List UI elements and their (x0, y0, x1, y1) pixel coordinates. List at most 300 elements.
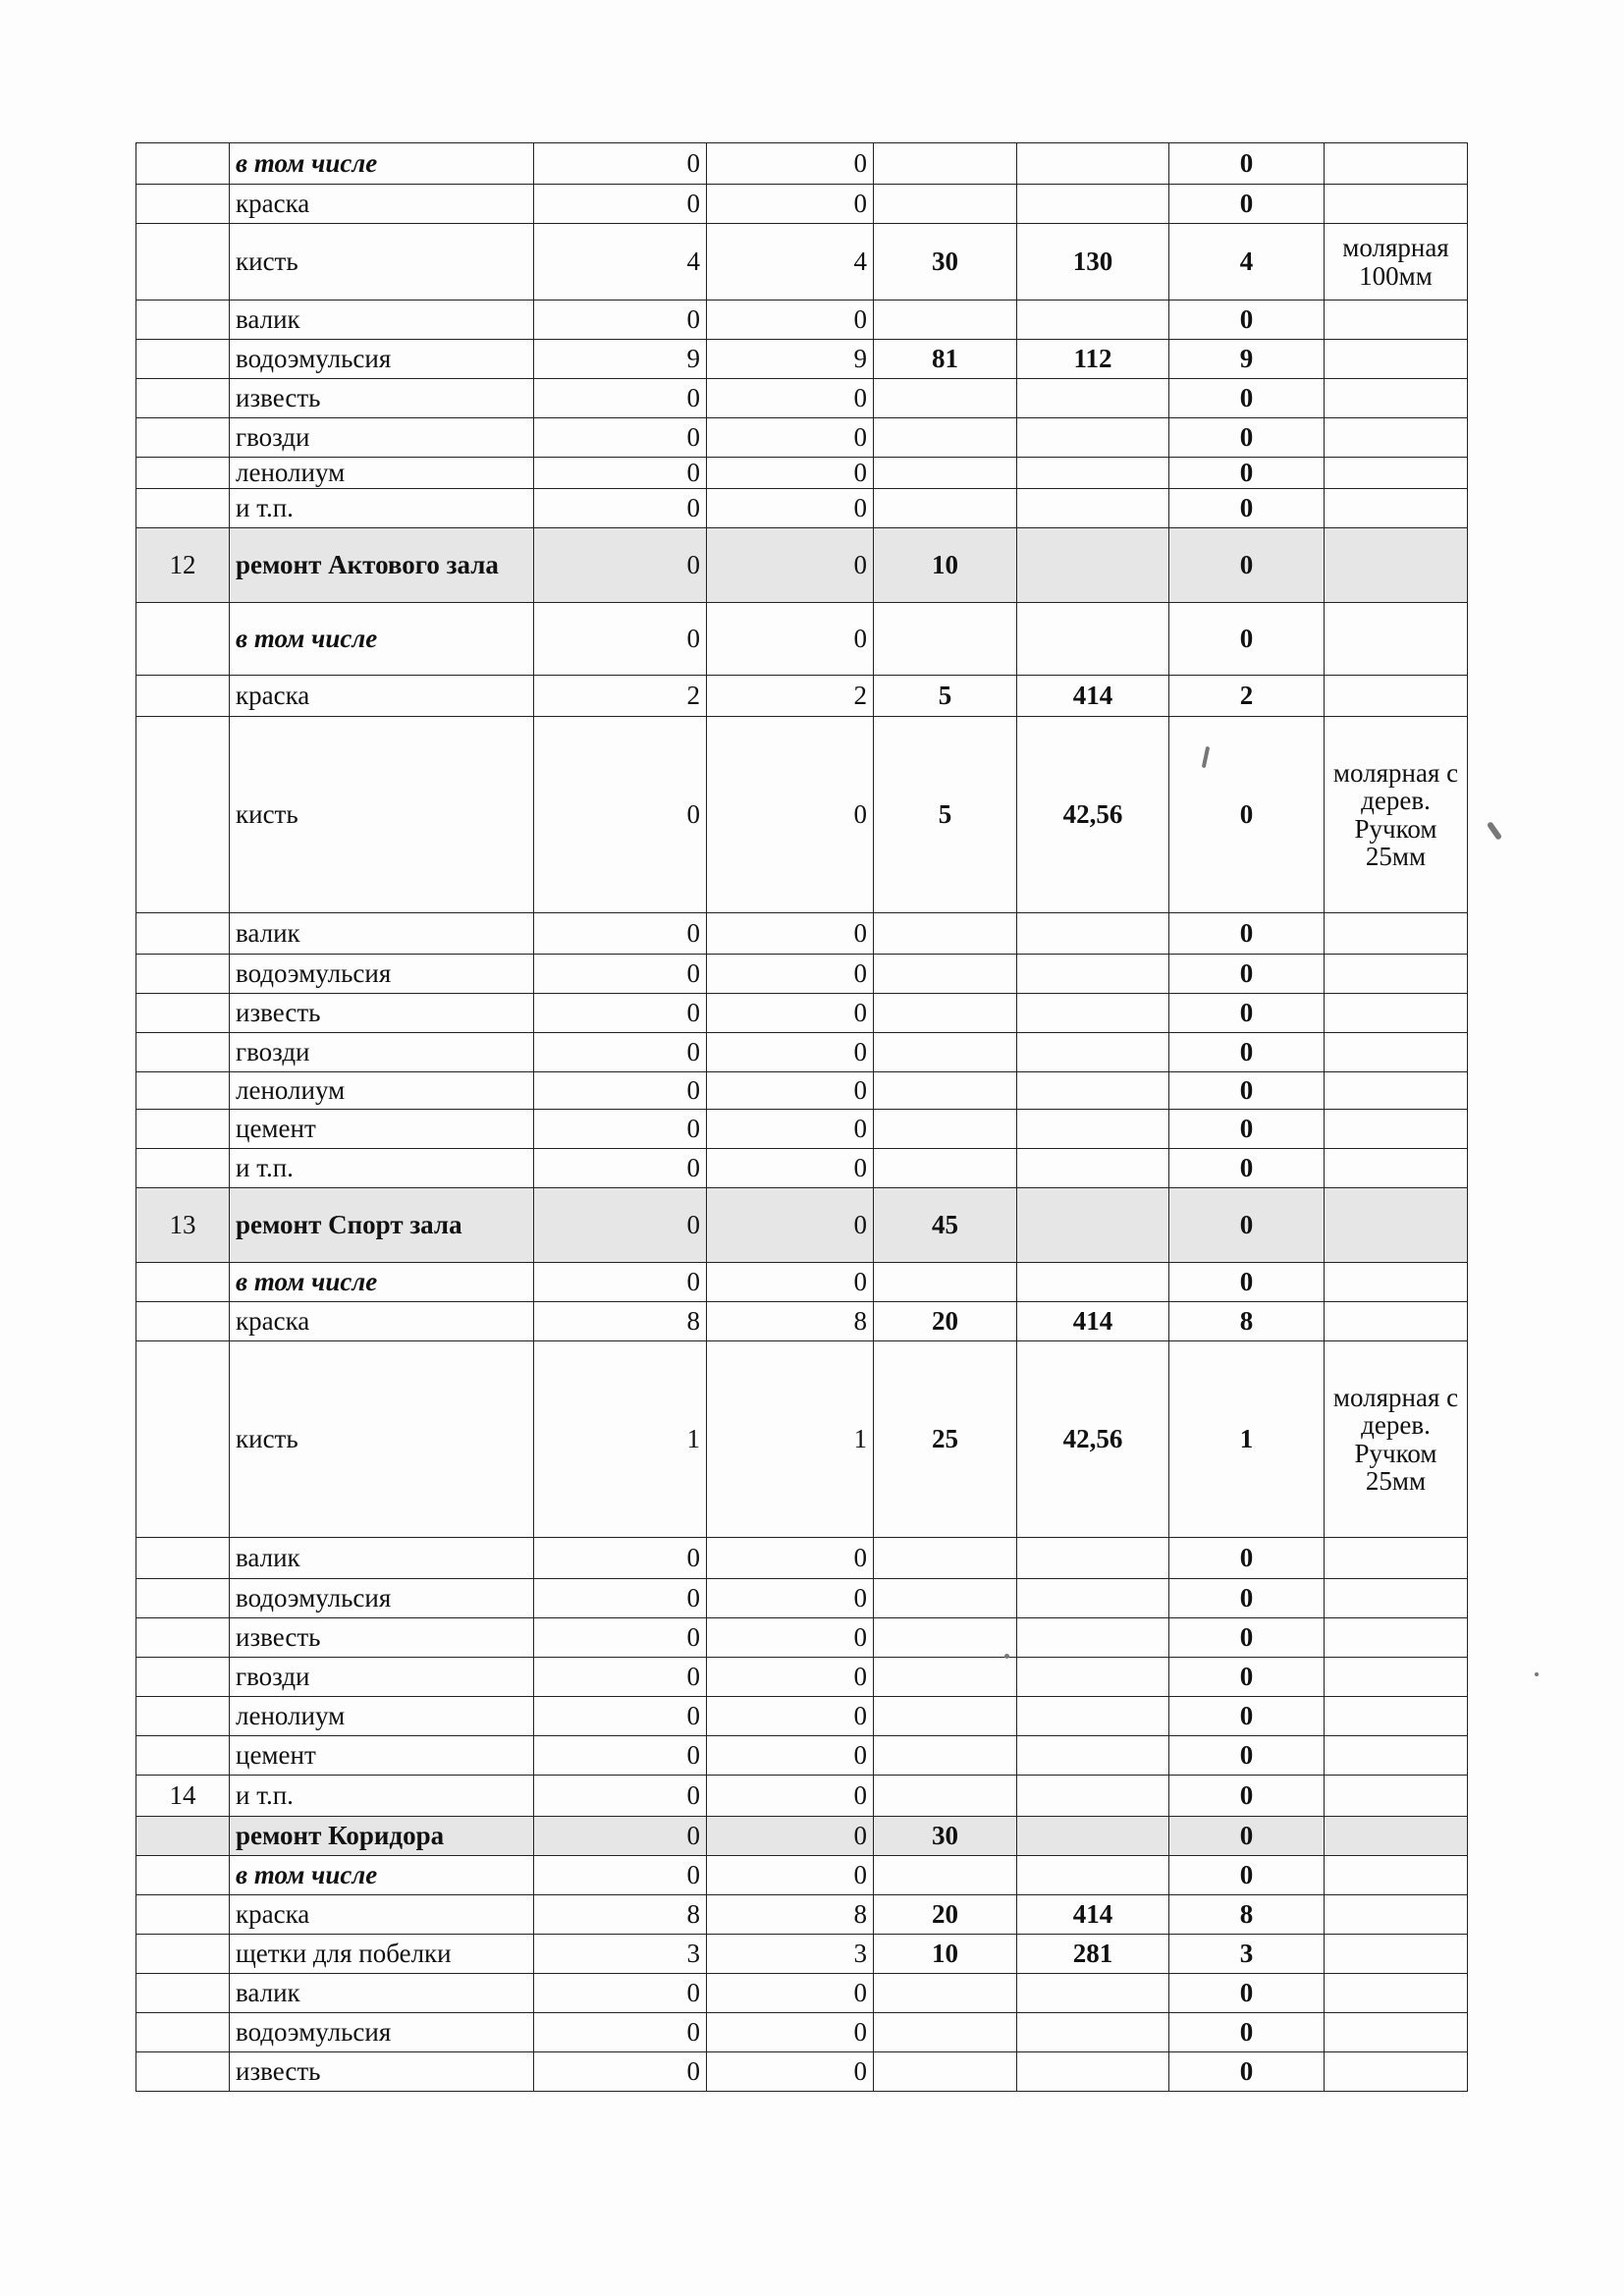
total-cell (1169, 1776, 1325, 1817)
quantity-a-text: 0 (686, 422, 700, 453)
total-text: 0 (1239, 1267, 1254, 1297)
item-name-cell (230, 418, 534, 458)
quantity-b-text: 1 (853, 1424, 867, 1454)
quantity-c-cell (874, 603, 1017, 676)
total-cell (1169, 717, 1325, 913)
table-row (136, 1110, 1468, 1149)
row-number-cell (136, 1856, 230, 1895)
quantity-a-text: 0 (686, 1740, 700, 1771)
total-text: 0 (1239, 1075, 1254, 1106)
item-name-text: известь (236, 2056, 321, 2087)
quantity-a-cell (534, 1188, 707, 1263)
price-cell (1017, 1033, 1169, 1072)
quantity-b-cell (707, 955, 874, 994)
row-number-cell (136, 1188, 230, 1263)
quantity-b-cell (707, 1302, 874, 1341)
quantity-a-text: 0 (686, 918, 700, 949)
quantity-a-cell (534, 1538, 707, 1579)
row-number-cell (136, 1895, 230, 1935)
item-name-text: кисть (236, 1424, 298, 1454)
quantity-c-cell (874, 1817, 1017, 1856)
quantity-b-cell (707, 340, 874, 379)
table-row (136, 1072, 1468, 1110)
table-row (136, 1895, 1468, 1935)
item-name-cell (230, 603, 534, 676)
note-cell (1325, 2052, 1468, 2092)
quantity-c-cell (874, 994, 1017, 1033)
item-name-cell (230, 2052, 534, 2092)
quantity-b-cell (707, 994, 874, 1033)
item-name-text: гвозди (236, 422, 310, 453)
quantity-a-text: 0 (686, 1978, 700, 2008)
item-name-text: и т.п. (236, 1780, 294, 1811)
total-cell (1169, 1895, 1325, 1935)
table-row (136, 301, 1468, 340)
quantity-b-text: 0 (853, 1037, 867, 1067)
table-row (136, 1302, 1468, 1341)
quantity-c-cell (874, 458, 1017, 489)
item-name-cell (230, 913, 534, 955)
note-cell (1325, 224, 1468, 301)
total-text: 2 (1239, 681, 1254, 711)
table-row (136, 418, 1468, 458)
quantity-a-cell (534, 143, 707, 185)
price-cell (1017, 913, 1169, 955)
quantity-a-text: 0 (686, 1662, 700, 1692)
quantity-b-cell (707, 1538, 874, 1579)
quantity-a-text: 8 (686, 1306, 700, 1337)
note-cell (1325, 1110, 1468, 1149)
note-cell (1325, 1263, 1468, 1302)
total-text: 0 (1239, 304, 1254, 335)
item-name-cell (230, 1302, 534, 1341)
quantity-a-text: 0 (686, 1153, 700, 1183)
quantity-b-text: 0 (853, 1662, 867, 1692)
row-number-cell (136, 1341, 230, 1538)
quantity-a-cell (534, 2052, 707, 2092)
price-cell (1017, 717, 1169, 913)
note-cell (1325, 340, 1468, 379)
total-text: 4 (1239, 246, 1254, 277)
quantity-b-cell (707, 1579, 874, 1618)
row-number-cell (136, 955, 230, 994)
quantity-c-cell (874, 185, 1017, 224)
price-text: 112 (1073, 344, 1112, 374)
note-cell (1325, 603, 1468, 676)
total-cell (1169, 1618, 1325, 1658)
note-cell (1325, 1302, 1468, 1341)
quantity-a-cell (534, 1895, 707, 1935)
price-cell (1017, 1974, 1169, 2013)
item-name-cell (230, 458, 534, 489)
quantity-a-cell (534, 1776, 707, 1817)
item-name-text: водоэмульсия (236, 2017, 392, 2048)
quantity-c-text: 30 (932, 1821, 958, 1851)
note-cell (1325, 676, 1468, 717)
item-name-text: валик (236, 304, 300, 335)
item-name-cell (230, 994, 534, 1033)
total-cell (1169, 458, 1325, 489)
total-text: 3 (1239, 1939, 1254, 1969)
note-cell (1325, 1776, 1468, 1817)
item-name-text: ленолиум (236, 458, 346, 488)
total-text: 1 (1239, 1424, 1254, 1454)
row-number-cell (136, 1149, 230, 1188)
quantity-a-cell (534, 2013, 707, 2052)
price-cell (1017, 489, 1169, 528)
quantity-b-cell (707, 489, 874, 528)
row-number-cell (136, 1974, 230, 2013)
item-name-text: валик (236, 1978, 300, 2008)
row-number-cell (136, 1817, 230, 1856)
quantity-c-cell (874, 2052, 1017, 2092)
total-text: 0 (1239, 189, 1254, 219)
quantity-c-text: 20 (932, 1306, 958, 1337)
total-text: 0 (1239, 550, 1254, 580)
row-number-cell (136, 1579, 230, 1618)
quantity-c-cell (874, 1538, 1017, 1579)
quantity-a-text: 0 (686, 799, 700, 830)
item-name-cell (230, 1618, 534, 1658)
quantity-b-cell (707, 1033, 874, 1072)
total-cell (1169, 1658, 1325, 1697)
quantity-b-text: 8 (853, 1899, 867, 1930)
note-cell (1325, 1817, 1468, 1856)
row-number-cell (136, 2052, 230, 2092)
quantity-b-cell (707, 1974, 874, 2013)
item-name-text: гвозди (236, 1662, 310, 1692)
quantity-a-cell (534, 1974, 707, 2013)
note-cell (1325, 913, 1468, 955)
quantity-b-text: 0 (853, 918, 867, 949)
row-number-cell (136, 717, 230, 913)
table-row (136, 224, 1468, 301)
price-cell (1017, 1856, 1169, 1895)
table-row (136, 1618, 1468, 1658)
note-cell (1325, 1033, 1468, 1072)
quantity-a-cell (534, 1341, 707, 1538)
quantity-a-text: 0 (686, 624, 700, 654)
note-cell (1325, 717, 1468, 913)
item-name-text: в том числе (236, 1860, 378, 1890)
note-text: молярная 100мм (1342, 233, 1449, 291)
row-number-cell (136, 1776, 230, 1817)
table-row (136, 1935, 1468, 1974)
total-cell (1169, 1072, 1325, 1110)
item-name-cell (230, 1188, 534, 1263)
row-number-cell (136, 528, 230, 603)
table-row (136, 955, 1468, 994)
quantity-a-text: 0 (686, 1701, 700, 1731)
item-name-text: в том числе (236, 1267, 378, 1297)
quantity-a-cell (534, 1658, 707, 1697)
quantity-c-text: 5 (938, 681, 952, 711)
total-cell (1169, 340, 1325, 379)
quantity-b-text: 0 (853, 1978, 867, 2008)
total-cell (1169, 489, 1325, 528)
quantity-b-cell (707, 418, 874, 458)
quantity-c-cell (874, 1935, 1017, 1974)
quantity-a-cell (534, 185, 707, 224)
quantity-a-text: 0 (686, 1210, 700, 1240)
quantity-c-cell (874, 1658, 1017, 1697)
row-number-cell (136, 1935, 230, 1974)
note-cell (1325, 1579, 1468, 1618)
quantity-c-cell (874, 1697, 1017, 1736)
item-name-cell (230, 1341, 534, 1538)
note-cell (1325, 1618, 1468, 1658)
total-text: 0 (1239, 1978, 1254, 2008)
scan-speck (1535, 1672, 1539, 1676)
quantity-b-text: 0 (853, 304, 867, 335)
total-cell (1169, 955, 1325, 994)
item-name-text: цемент (236, 1740, 316, 1771)
price-cell (1017, 418, 1169, 458)
note-cell (1325, 1188, 1468, 1263)
item-name-text: краска (236, 1899, 310, 1930)
quantity-c-cell (874, 1149, 1017, 1188)
quantity-b-cell (707, 143, 874, 185)
total-text: 0 (1239, 1583, 1254, 1613)
total-cell (1169, 1341, 1325, 1538)
item-name-cell (230, 1538, 534, 1579)
quantity-a-text: 4 (686, 246, 700, 277)
item-name-cell (230, 717, 534, 913)
quantity-a-cell (534, 1072, 707, 1110)
total-cell (1169, 528, 1325, 603)
quantity-b-cell (707, 1895, 874, 1935)
item-name-text: краска (236, 189, 310, 219)
quantity-c-cell (874, 340, 1017, 379)
table-row (136, 1033, 1468, 1072)
row-number-text: 14 (169, 1780, 196, 1811)
item-name-cell (230, 528, 534, 603)
item-name-text: валик (236, 1543, 300, 1573)
note-cell (1325, 143, 1468, 185)
table-body (136, 143, 1468, 2092)
total-cell (1169, 676, 1325, 717)
section-row (136, 1817, 1468, 1856)
total-text: 0 (1239, 1153, 1254, 1183)
quantity-c-cell (874, 2013, 1017, 2052)
quantity-a-cell (534, 603, 707, 676)
total-cell (1169, 418, 1325, 458)
quantity-c-cell (874, 1974, 1017, 2013)
table-row (136, 2013, 1468, 2052)
total-text: 0 (1239, 1701, 1254, 1731)
quantity-a-cell (534, 1263, 707, 1302)
quantity-a-cell (534, 458, 707, 489)
note-cell (1325, 418, 1468, 458)
table-row (136, 994, 1468, 1033)
note-cell (1325, 1736, 1468, 1776)
item-name-text: ленолиум (236, 1075, 346, 1106)
total-cell (1169, 1935, 1325, 1974)
quantity-a-text: 0 (686, 304, 700, 335)
total-text: 0 (1239, 1114, 1254, 1144)
quantity-a-cell (534, 1736, 707, 1776)
quantity-a-text: 0 (686, 1860, 700, 1890)
total-text: 9 (1239, 344, 1254, 374)
quantity-a-text: 0 (686, 1583, 700, 1613)
quantity-b-cell (707, 1736, 874, 1776)
price-cell (1017, 1736, 1169, 1776)
quantity-a-text: 0 (686, 550, 700, 580)
quantity-c-cell (874, 1856, 1017, 1895)
note-cell (1325, 1149, 1468, 1188)
quantity-b-cell (707, 1856, 874, 1895)
quantity-b-cell (707, 1658, 874, 1697)
quantity-b-cell (707, 1935, 874, 1974)
quantity-c-cell (874, 528, 1017, 603)
note-cell (1325, 1697, 1468, 1736)
quantity-b-text: 9 (853, 344, 867, 374)
quantity-b-cell (707, 676, 874, 717)
total-text: 0 (1239, 2056, 1254, 2087)
price-cell (1017, 301, 1169, 340)
row-number-cell (136, 301, 230, 340)
item-name-cell (230, 1895, 534, 1935)
price-cell (1017, 1188, 1169, 1263)
row-number-cell (136, 1110, 230, 1149)
price-cell (1017, 379, 1169, 418)
total-text: 0 (1239, 1860, 1254, 1890)
price-cell (1017, 1935, 1169, 1974)
item-name-cell (230, 1579, 534, 1618)
note-cell (1325, 1856, 1468, 1895)
quantity-c-cell (874, 1033, 1017, 1072)
quantity-a-text: 0 (686, 383, 700, 413)
quantity-b-text: 0 (853, 1740, 867, 1771)
price-cell (1017, 994, 1169, 1033)
subheader-row (136, 1856, 1468, 1895)
quantity-a-cell (534, 379, 707, 418)
total-cell (1169, 301, 1325, 340)
quantity-c-cell (874, 913, 1017, 955)
quantity-a-cell (534, 1149, 707, 1188)
item-name-text: цемент (236, 1114, 316, 1144)
table-row (136, 1697, 1468, 1736)
quantity-b-text: 0 (853, 998, 867, 1028)
row-number-cell (136, 1538, 230, 1579)
subheader-row (136, 1263, 1468, 1302)
item-name-cell (230, 1697, 534, 1736)
total-text: 0 (1239, 998, 1254, 1028)
row-number-cell (136, 458, 230, 489)
quantity-b-text: 0 (853, 1153, 867, 1183)
price-cell (1017, 224, 1169, 301)
price-cell (1017, 1579, 1169, 1618)
total-text: 8 (1239, 1306, 1254, 1337)
item-name-cell (230, 1776, 534, 1817)
quantity-a-cell (534, 1697, 707, 1736)
quantity-b-text: 4 (853, 246, 867, 277)
price-cell (1017, 340, 1169, 379)
quantity-a-cell (534, 1856, 707, 1895)
quantity-b-cell (707, 913, 874, 955)
note-cell (1325, 1935, 1468, 1974)
item-name-cell (230, 1974, 534, 2013)
quantity-a-cell (534, 1817, 707, 1856)
item-name-text: водоэмульсия (236, 1583, 392, 1613)
price-cell (1017, 1072, 1169, 1110)
item-name-text: известь (236, 1622, 321, 1653)
quantity-b-cell (707, 1697, 874, 1736)
quantity-b-text: 0 (853, 799, 867, 830)
total-text: 0 (1239, 1662, 1254, 1692)
item-name-text: гвозди (236, 1037, 310, 1067)
item-name-text: в том числе (236, 148, 378, 179)
price-cell (1017, 676, 1169, 717)
quantity-c-cell (874, 955, 1017, 994)
quantity-c-cell (874, 1736, 1017, 1776)
price-cell (1017, 1658, 1169, 1697)
price-cell (1017, 1302, 1169, 1341)
row-number-cell (136, 2013, 230, 2052)
table-row (136, 1776, 1468, 1817)
note-cell (1325, 458, 1468, 489)
price-cell (1017, 1618, 1169, 1658)
price-cell (1017, 603, 1169, 676)
quantity-b-cell (707, 1110, 874, 1149)
total-text: 0 (1239, 1543, 1254, 1573)
quantity-b-cell (707, 717, 874, 913)
total-cell (1169, 994, 1325, 1033)
note-cell (1325, 379, 1468, 418)
quantity-b-text: 0 (853, 1780, 867, 1811)
item-name-cell (230, 301, 534, 340)
quantity-c-text: 81 (932, 344, 958, 374)
quantity-b-text: 8 (853, 1306, 867, 1337)
total-text: 0 (1239, 493, 1254, 523)
total-text: 0 (1239, 148, 1254, 179)
quantity-a-text: 3 (686, 1939, 700, 1969)
item-name-text: ремонт Актового зала (236, 550, 499, 580)
quantity-b-cell (707, 224, 874, 301)
quantity-a-text: 0 (686, 493, 700, 523)
quantity-c-text: 5 (938, 799, 952, 830)
quantity-b-cell (707, 1776, 874, 1817)
row-number-cell (136, 224, 230, 301)
table-row (136, 489, 1468, 528)
price-cell (1017, 1817, 1169, 1856)
quantity-a-text: 0 (686, 2056, 700, 2087)
total-cell (1169, 1263, 1325, 1302)
quantity-a-text: 0 (686, 1075, 700, 1106)
quantity-b-text: 0 (853, 1210, 867, 1240)
price-cell (1017, 1341, 1169, 1538)
quantity-b-text: 0 (853, 458, 867, 488)
row-number-cell (136, 1697, 230, 1736)
total-text: 0 (1239, 422, 1254, 453)
row-number-cell (136, 418, 230, 458)
total-text: 0 (1239, 1622, 1254, 1653)
total-text: 0 (1239, 958, 1254, 989)
note-cell (1325, 1341, 1468, 1538)
total-cell (1169, 1579, 1325, 1618)
row-number-cell (136, 676, 230, 717)
price-text: 414 (1072, 681, 1113, 711)
quantity-a-text: 0 (686, 1114, 700, 1144)
item-name-text: кисть (236, 246, 298, 277)
item-name-cell (230, 1817, 534, 1856)
price-cell (1017, 1110, 1169, 1149)
note-cell (1325, 1658, 1468, 1697)
table-row (136, 676, 1468, 717)
quantity-c-cell (874, 301, 1017, 340)
price-cell (1017, 955, 1169, 994)
section-row (136, 528, 1468, 603)
